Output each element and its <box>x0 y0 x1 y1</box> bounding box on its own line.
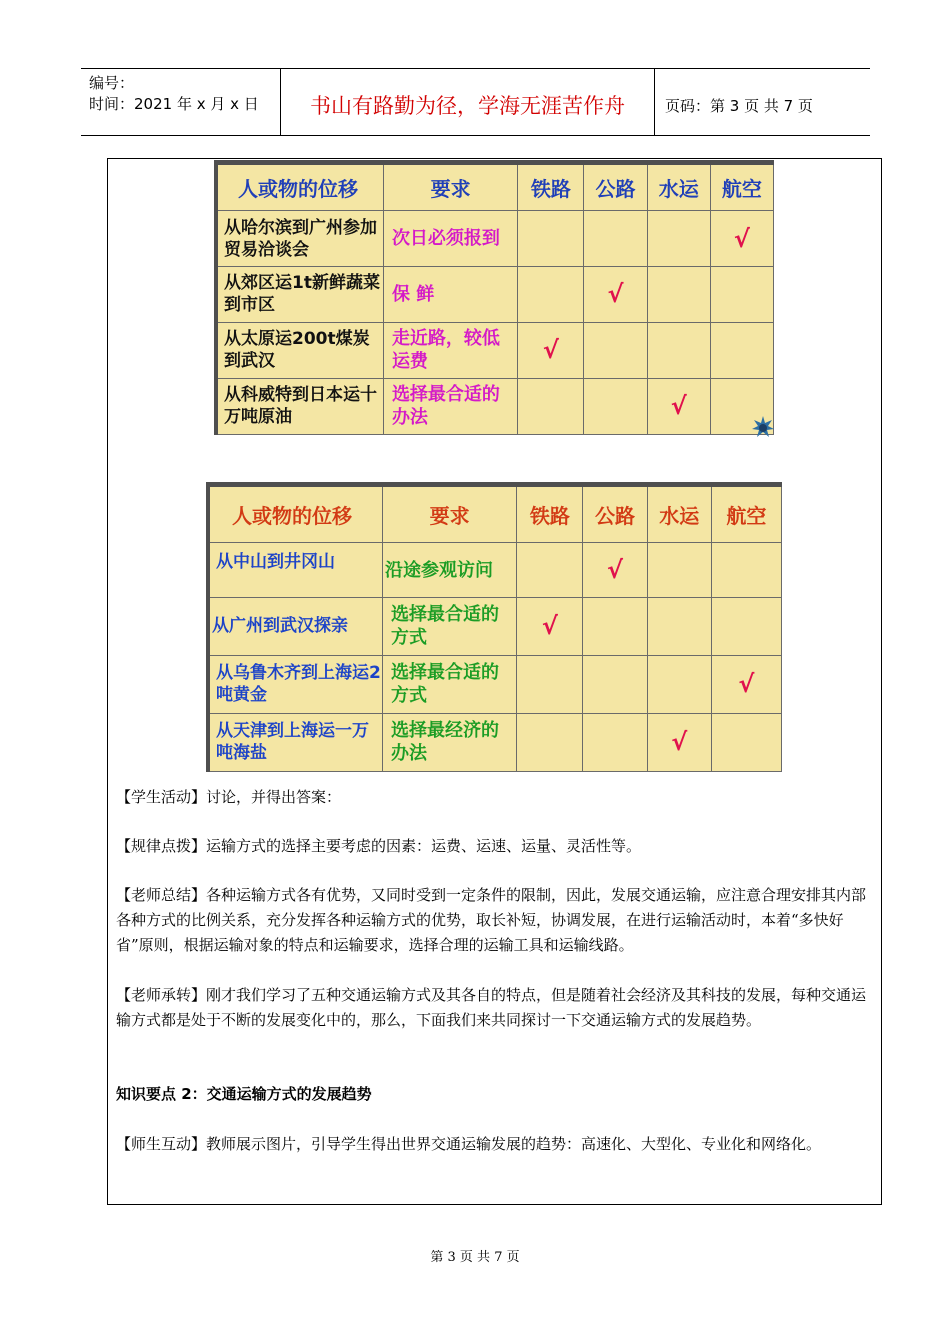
t1-header-req: 要求 <box>383 163 517 211</box>
t1-row2-req: 保 鲜 <box>383 267 517 322</box>
t1-row3-water <box>647 322 710 378</box>
t1-header-item: 人或物的位移 <box>216 163 383 211</box>
t2-header-air: 航空 <box>711 485 781 543</box>
t2-row3-air: √ <box>711 655 781 713</box>
rule-tips: 【规律点拨】运输方式的选择主要考虑的因素：运费、运速、运量、灵活性等。 <box>116 837 642 855</box>
t2-header-req: 要求 <box>382 485 516 543</box>
t1-row1-rail <box>518 211 584 267</box>
page-label: 页码：第 3 页 共 7 页 <box>665 96 813 115</box>
t2-row3-water <box>647 655 711 713</box>
t1-header-road: 公路 <box>584 163 647 211</box>
page-footer: 第 3 页 共 7 页 <box>430 1250 520 1265</box>
sun-icon <box>752 416 774 438</box>
t2-row1-item: 从中山到井冈山 <box>208 543 382 598</box>
t1-row3-item: 从太原运200t煤炭到武汉 <box>216 322 383 378</box>
t1-row1-road <box>584 211 647 267</box>
t1-row4-water: √ <box>647 378 710 434</box>
t2-row4-rail <box>517 713 583 771</box>
t2-row2-item: 从广州到武汉探亲 <box>208 598 382 655</box>
t2-row2-req: 选择最合适的方式 <box>382 598 516 655</box>
t2-row1-water <box>647 543 711 598</box>
t2-row4-air <box>711 713 781 771</box>
t1-row2-water <box>647 267 710 322</box>
t1-row2-air <box>710 267 773 322</box>
teacher-student-interaction: 【师生互动】教师展示图片，引导学生得出世界交通运输发展的趋势：高速化、大型化、专业化和网络化。 <box>116 1135 822 1153</box>
t1-row2-road: √ <box>584 267 647 322</box>
t1-row3-rail: √ <box>518 322 584 378</box>
t2-row3-item: 从乌鲁木齐到上海运2吨黄金 <box>208 655 382 713</box>
t1-row1-req: 次日必须报到 <box>383 211 517 267</box>
transport-table-1 <box>214 160 774 435</box>
t2-row3-rail <box>517 655 583 713</box>
t1-header-water: 水运 <box>647 163 710 211</box>
t1-row4-road <box>584 378 647 434</box>
t2-row4-item: 从天津到上海运一万吨海盐 <box>208 713 382 771</box>
header-meta <box>81 69 281 135</box>
teacher-transition: 【老师承转】刚才我们学习了五种交通运输方式及其各自的特点，但是随着社会经济及其科技的发展，每种交通运输方式都是处于不断的发展变化中的，那么，下面我们来共同探讨一下交通运输方式的发展趋势。 <box>116 986 867 1029</box>
t1-header-rail: 铁路 <box>518 163 584 211</box>
t1-row1-item: 从哈尔滨到广州参加贸易洽谈会 <box>216 211 383 267</box>
t2-row3-road <box>583 655 647 713</box>
t2-header-water: 水运 <box>647 485 711 543</box>
t2-row1-rail <box>517 543 583 598</box>
t2-row2-air <box>711 598 781 655</box>
page-header <box>81 68 870 136</box>
teacher-summary: 【老师总结】各种运输方式各有优势，又同时受到一定条件的限制，因此，发展交通运输，应注意合理安排其内部各种方式的比例关系，充分发挥各种运输方式的优势，取长补短，协调发展，在进行运输活动时，本着“多快好省”原则，根据运输对象的特点和运输要求，选择合理的运输工具和运输线路。 <box>116 886 867 954</box>
t1-row4-rail <box>518 378 584 434</box>
t1-row2-item: 从郊区运1t新鲜蔬菜到市区 <box>216 267 383 322</box>
t2-row1-req: 沿途参观访问 <box>382 543 516 598</box>
t2-row1-air <box>711 543 781 598</box>
number-label: 编号： <box>89 74 135 92</box>
student-activity: 【学生活动】讨论，并得出答案： <box>116 788 342 806</box>
t2-row4-road <box>583 713 647 771</box>
t2-header-item: 人或物的位移 <box>208 485 382 543</box>
t2-row2-rail: √ <box>517 598 583 655</box>
transport-table-2 <box>206 482 782 772</box>
motto: 书山有路勤为径，学海无涯苦作舟 <box>310 94 625 118</box>
t2-row1-road: √ <box>583 543 647 598</box>
t1-row4-req: 选择最合适的办法 <box>383 378 517 434</box>
t1-row3-road <box>584 322 647 378</box>
t1-row2-rail <box>518 267 584 322</box>
t1-row3-air <box>710 322 773 378</box>
t2-row4-water: √ <box>647 713 711 771</box>
t1-row4-item: 从科威特到日本运十万吨原油 <box>216 378 383 434</box>
t2-header-rail: 铁路 <box>517 485 583 543</box>
t1-row3-req: 走近路，较低运费 <box>383 322 517 378</box>
header-motto-cell <box>281 69 655 135</box>
t2-row2-road <box>583 598 647 655</box>
t2-row2-water <box>647 598 711 655</box>
t1-row1-water <box>647 211 710 267</box>
t2-header-road: 公路 <box>583 485 647 543</box>
t1-header-air: 航空 <box>710 163 773 211</box>
time-label: 时间：2021 年 x 月 x 日 <box>89 95 259 113</box>
t1-row1-air: √ <box>710 211 773 267</box>
t2-row3-req: 选择最合适的方式 <box>382 655 516 713</box>
t2-row4-req: 选择最经济的办法 <box>382 713 516 771</box>
knowledge-point-2: 知识要点 2：交通运输方式的发展趋势 <box>116 1085 372 1103</box>
